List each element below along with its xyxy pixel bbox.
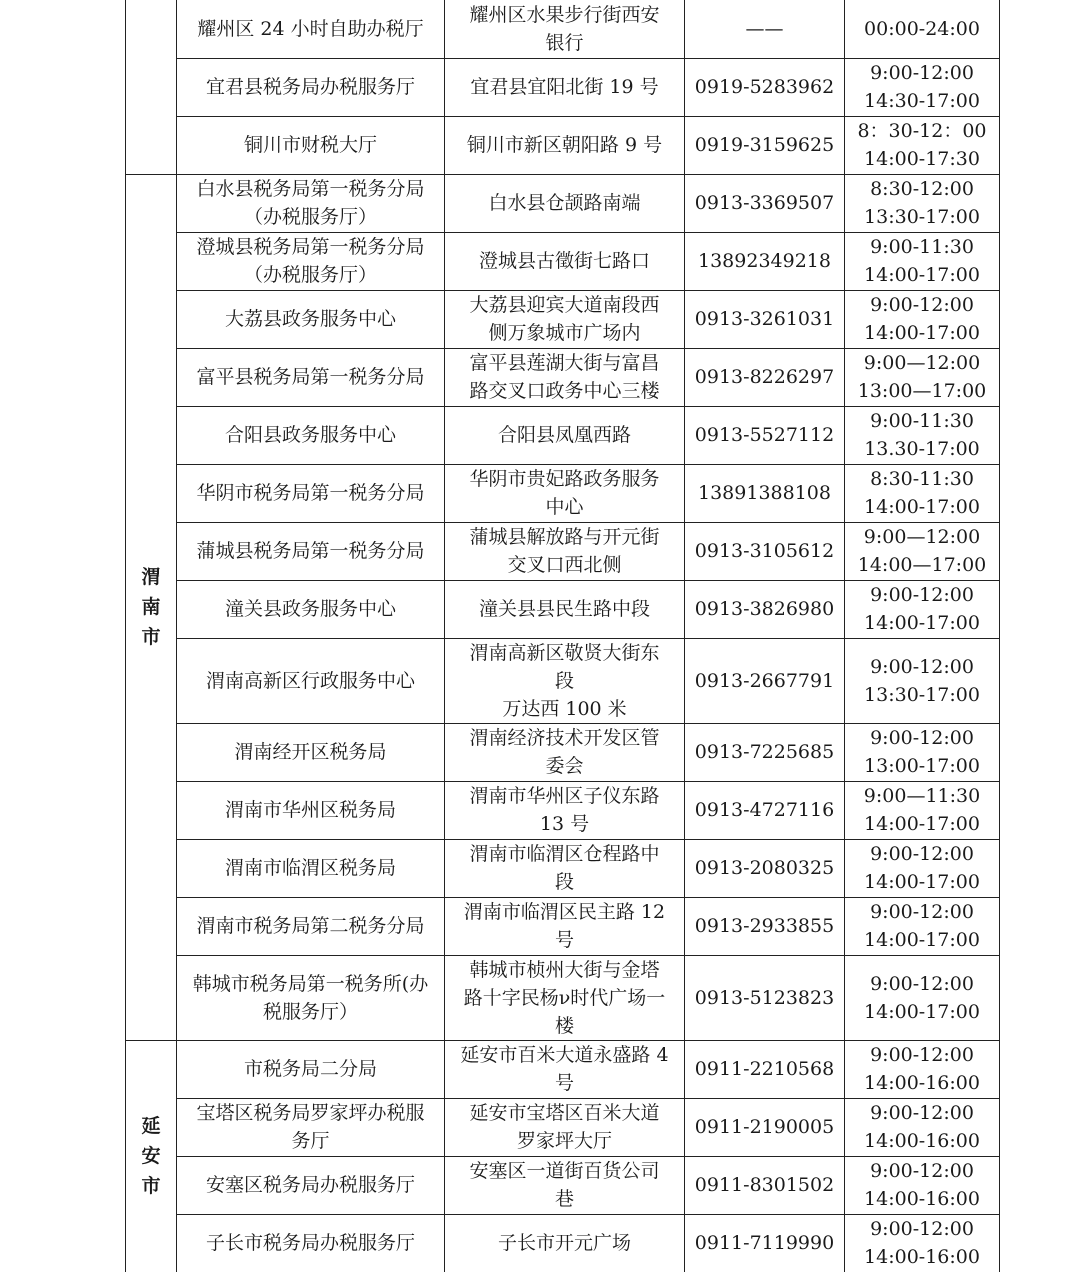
address-line: 巷 <box>554 1188 574 1210</box>
phone-cell <box>685 955 845 1040</box>
address-line: 路交叉口政务中心三楼 <box>469 380 660 402</box>
phone-cell <box>685 58 845 116</box>
hours-line: 9:00-12:00 <box>870 727 974 749</box>
hours-line: 9:00-12:00 <box>870 294 974 316</box>
address-cell <box>445 839 685 897</box>
hours-cell <box>845 232 1000 290</box>
hours-line: 14:00-17:00 <box>864 1000 980 1023</box>
hours-line: 9:00—12:00 <box>863 352 981 374</box>
hours-line: 00:00-24:00 <box>864 17 980 40</box>
hours-cell <box>845 58 1000 116</box>
office-name-cell <box>177 0 445 58</box>
phone-cell <box>685 522 845 580</box>
hours-cell <box>845 290 1000 348</box>
phone-cell <box>685 1156 845 1214</box>
office-name-line: 铜川市财税大厅 <box>243 134 377 156</box>
phone-number: 0911-7119990 <box>694 1232 835 1255</box>
office-name-cell <box>177 116 445 174</box>
address-line: 渭南高新区敬贤大街东 <box>469 641 660 664</box>
office-name-cell <box>177 638 445 723</box>
hours-line: 14:00-17:00 <box>864 612 980 634</box>
office-name-line: 渭南市税务局第二税务分局 <box>196 915 425 937</box>
hours-cell <box>845 1040 1000 1098</box>
hours-line: 14:00-17:00 <box>864 264 980 286</box>
table-row <box>126 0 1000 58</box>
phone-number: 0913-5527112 <box>694 424 835 446</box>
hours-line: 13:30-17:00 <box>864 683 980 706</box>
table-row <box>126 116 1000 174</box>
address-line: 段 <box>554 669 574 692</box>
address-line: 大荔县迎宾大道南段西 <box>469 294 660 316</box>
address-cell <box>445 116 685 174</box>
address-line: 宜君县宜阳北街 19 号 <box>470 76 659 98</box>
hours-line: 8:30-11:30 <box>870 468 974 490</box>
phone-cell <box>685 0 845 58</box>
hours-cell <box>845 1156 1000 1214</box>
office-name-line: 蒲城县税务局第一税务分局 <box>196 540 425 562</box>
phone-number: —— <box>745 17 784 40</box>
table-row <box>126 290 1000 348</box>
phone-number: 13892349218 <box>698 250 831 272</box>
phone-cell <box>685 897 845 955</box>
address-cell <box>445 522 685 580</box>
hours-cell <box>845 406 1000 464</box>
phone-number: 0913-3105612 <box>694 540 835 562</box>
table-row <box>126 1214 1000 1272</box>
hours-line: 14:00-17:00 <box>864 929 980 951</box>
address-line: 澄城县古徵街七路口 <box>478 250 650 272</box>
hours-line: 9:00-12:00 <box>870 843 974 865</box>
address-cell <box>445 58 685 116</box>
hours-line: 13.30-17:00 <box>864 438 980 460</box>
office-name-line: 富平县税务局第一税务分局 <box>196 366 425 388</box>
address-line: 渭南经济技术开发区管 <box>469 727 660 749</box>
phone-cell <box>685 1214 845 1272</box>
hours-line: 9:00-11:30 <box>870 410 974 432</box>
address-line: 委会 <box>545 755 584 777</box>
address-cell <box>445 638 685 723</box>
address-line: 蒲城县解放路与开元街 <box>469 526 660 548</box>
address-line: 韩城市桢州大街与金塔 <box>469 958 660 981</box>
table-row <box>126 580 1000 638</box>
hours-line: 9:00-12:00 <box>870 1102 974 1124</box>
office-name-line: 安塞区税务局办税服务厅 <box>205 1174 415 1196</box>
address-line: 富平县莲湖大街与富昌 <box>469 352 660 374</box>
address-line: 段 <box>554 871 574 893</box>
city-cell <box>126 1040 177 1272</box>
phone-number: 0919-5283962 <box>694 76 835 98</box>
address-cell <box>445 464 685 522</box>
phone-number: 0911-2190005 <box>694 1116 835 1138</box>
address-line: 13 号 <box>539 813 590 835</box>
city-name-char: 延 <box>141 1115 161 1138</box>
phone-cell <box>685 781 845 839</box>
address-cell <box>445 897 685 955</box>
table-row <box>126 174 1000 232</box>
phone-number: 0919-3159625 <box>694 134 835 156</box>
address-cell <box>445 174 685 232</box>
table-row <box>126 897 1000 955</box>
phone-number: 0913-7225685 <box>694 741 835 763</box>
address-cell <box>445 0 685 58</box>
address-line: 号 <box>554 1072 574 1094</box>
hours-cell <box>845 522 1000 580</box>
table-row <box>126 723 1000 781</box>
hours-line: 14:00-17:00 <box>864 871 980 893</box>
hours-line: 9:00-12:00 <box>870 1160 974 1182</box>
office-name-cell <box>177 897 445 955</box>
table-row <box>126 232 1000 290</box>
office-name-line: 合阳县政务服务中心 <box>224 424 396 446</box>
hours-line: 9:00-12:00 <box>870 972 974 995</box>
table-row <box>126 1156 1000 1214</box>
office-name-line: 税服务厅） <box>262 1000 358 1023</box>
address-cell <box>445 1098 685 1156</box>
hours-cell <box>845 116 1000 174</box>
address-cell <box>445 1040 685 1098</box>
office-name-line: 务厅 <box>291 1130 330 1152</box>
office-name-line: 大荔县政务服务中心 <box>224 308 396 330</box>
address-line: 楼 <box>554 1014 574 1037</box>
address-cell <box>445 723 685 781</box>
table-row <box>126 1098 1000 1156</box>
office-name-cell <box>177 1098 445 1156</box>
office-name-line: 白水县税务局第一税务分局 <box>196 178 425 200</box>
table-row <box>126 522 1000 580</box>
office-name-cell <box>177 174 445 232</box>
phone-cell <box>685 116 845 174</box>
hours-line: 9:00-12:00 <box>870 655 974 678</box>
table-row <box>126 839 1000 897</box>
office-name-cell <box>177 1156 445 1214</box>
phone-number: 0913-2667791 <box>694 669 835 692</box>
phone-number: 0913-4727116 <box>694 799 835 821</box>
phone-number: 0913-2933855 <box>694 915 835 937</box>
address-line: 银行 <box>545 31 584 54</box>
hours-line: 9:00—11:30 <box>863 785 981 807</box>
phone-number: 0913-3826980 <box>694 598 835 620</box>
address-line: 延安市百米大道永盛路 4 <box>460 1044 669 1066</box>
office-name-line: 澄城县税务局第一税务分局 <box>196 236 425 258</box>
office-name-line: 渭南市华州区税务局 <box>224 799 396 821</box>
hours-line: 9:00-12:00 <box>870 1218 974 1241</box>
office-name-cell <box>177 522 445 580</box>
office-name-cell <box>177 290 445 348</box>
hours-cell <box>845 464 1000 522</box>
office-name-line: 耀州区 24 小时自助办税厅 <box>197 17 424 40</box>
office-name-line: 市税务局二分局 <box>243 1058 377 1080</box>
hours-cell <box>845 839 1000 897</box>
address-line: 路十字民杨ν时代广场一 <box>463 986 666 1009</box>
hours-cell <box>845 580 1000 638</box>
tax-office-table <box>125 0 1000 1272</box>
hours-cell <box>845 174 1000 232</box>
phone-number: 0913-5123823 <box>694 986 835 1009</box>
hours-line: 14:00-16:00 <box>864 1188 980 1210</box>
hours-line: 9:00-12:00 <box>870 901 974 923</box>
address-line: 潼关县县民生路中段 <box>478 598 650 620</box>
hours-line: 13:00-17:00 <box>864 755 980 777</box>
office-name-cell <box>177 955 445 1040</box>
office-name-line: （办税服务厅） <box>243 264 377 286</box>
phone-number: 0913-8226297 <box>694 366 835 388</box>
hours-line: 14:00-16:00 <box>864 1072 980 1094</box>
address-line: 合阳县凤凰西路 <box>497 424 631 446</box>
hours-line: 8:30-12:00 <box>870 178 974 200</box>
hours-cell <box>845 638 1000 723</box>
table-row <box>126 58 1000 116</box>
hours-line: 14:00-17:00 <box>864 496 980 518</box>
address-line: 号 <box>554 929 574 951</box>
address-line: 罗家坪大厅 <box>516 1130 612 1152</box>
address-line: 安塞区一道街百货公司 <box>469 1160 660 1182</box>
office-name-line: 宝塔区税务局罗家坪办税服 <box>196 1102 425 1124</box>
city-name-char: 安 <box>141 1145 161 1168</box>
phone-cell <box>685 839 845 897</box>
office-name-cell <box>177 464 445 522</box>
phone-cell <box>685 723 845 781</box>
phone-cell <box>685 290 845 348</box>
city-cell <box>126 0 177 174</box>
hours-line: 9:00-11:30 <box>870 236 974 258</box>
hours-line: 8：30-12：00 <box>857 120 987 142</box>
office-name-cell <box>177 1040 445 1098</box>
hours-line: 14:00-17:30 <box>864 148 980 170</box>
phone-number: 0911-8301502 <box>694 1174 835 1196</box>
phone-number: 0913-2080325 <box>694 857 835 879</box>
office-name-cell <box>177 1214 445 1272</box>
hours-cell <box>845 1098 1000 1156</box>
office-name-line: 宜君县税务局办税服务厅 <box>205 76 415 98</box>
address-line: 渭南市临渭区民主路 12 <box>463 901 666 923</box>
phone-cell <box>685 348 845 406</box>
phone-number: 0913-3369507 <box>694 192 835 214</box>
table-row <box>126 464 1000 522</box>
address-line: 侧万象城市广场内 <box>488 322 641 344</box>
table-body <box>126 0 1000 1272</box>
office-name-line: 子长市税务局办税服务厅 <box>205 1232 415 1255</box>
table-row <box>126 638 1000 723</box>
address-line: 铜川市新区朝阳路 9 号 <box>466 134 663 156</box>
hours-cell <box>845 781 1000 839</box>
hours-cell <box>845 955 1000 1040</box>
hours-line: 9:00-12:00 <box>870 1044 974 1066</box>
table-row <box>126 1040 1000 1098</box>
hours-line: 9:00-12:00 <box>870 584 974 606</box>
hours-line: 9:00—12:00 <box>863 526 981 548</box>
office-name-cell <box>177 723 445 781</box>
office-name-line: 华阴市税务局第一税务分局 <box>196 482 425 504</box>
address-line: 渭南市临渭区仓程路中 <box>469 843 660 865</box>
hours-line: 14:00-17:00 <box>864 813 980 835</box>
phone-cell <box>685 464 845 522</box>
hours-line: 14:30-17:00 <box>864 90 980 112</box>
phone-cell <box>685 1098 845 1156</box>
address-cell <box>445 955 685 1040</box>
address-line: 延安市宝塔区百米大道 <box>469 1102 660 1124</box>
table-row <box>126 348 1000 406</box>
address-cell <box>445 781 685 839</box>
address-line: 交叉口西北侧 <box>507 554 622 576</box>
address-line: 子长市开元广场 <box>497 1232 631 1255</box>
office-name-cell <box>177 232 445 290</box>
office-name-line: （办税服务厅） <box>243 206 377 228</box>
office-name-line: 渭南高新区行政服务中心 <box>205 669 415 692</box>
address-cell <box>445 290 685 348</box>
hours-line: 13:30-17:00 <box>864 206 980 228</box>
hours-line: 13:00—17:00 <box>857 380 987 402</box>
address-cell <box>445 406 685 464</box>
phone-cell <box>685 580 845 638</box>
city-name-char: 市 <box>141 1175 161 1198</box>
city-cell <box>126 174 177 1040</box>
office-name-cell <box>177 348 445 406</box>
phone-cell <box>685 406 845 464</box>
hours-cell <box>845 723 1000 781</box>
address-line: 耀州区水果步行街西安 <box>469 3 660 26</box>
address-line: 万达西 100 米 <box>502 697 627 720</box>
office-name-line: 韩城市税务局第一税务所(办 <box>192 972 429 995</box>
address-cell <box>445 348 685 406</box>
hours-line: 14:00-16:00 <box>864 1130 980 1152</box>
hours-line: 14:00—17:00 <box>857 554 987 576</box>
hours-cell <box>845 897 1000 955</box>
office-name-cell <box>177 406 445 464</box>
city-name-char: 市 <box>141 626 161 648</box>
address-cell <box>445 1214 685 1272</box>
address-line: 中心 <box>545 496 584 518</box>
address-line: 渭南市华州区子仪东路 <box>469 785 660 807</box>
office-name-cell <box>177 580 445 638</box>
address-line: 白水县仓颉路南端 <box>488 192 641 214</box>
office-name-line: 潼关县政务服务中心 <box>224 598 396 620</box>
table-row <box>126 406 1000 464</box>
city-name-char: 南 <box>141 596 161 618</box>
office-name-line: 渭南经开区税务局 <box>234 741 387 763</box>
phone-cell <box>685 232 845 290</box>
hours-line: 9:00-12:00 <box>870 62 974 84</box>
address-cell <box>445 232 685 290</box>
hours-line: 14:00-17:00 <box>864 322 980 344</box>
table-row <box>126 781 1000 839</box>
hours-cell <box>845 0 1000 58</box>
table-row <box>126 955 1000 1040</box>
phone-cell <box>685 1040 845 1098</box>
address-cell <box>445 580 685 638</box>
office-name-line: 渭南市临渭区税务局 <box>224 857 396 879</box>
phone-number: 0913-3261031 <box>694 308 835 330</box>
hours-cell <box>845 1214 1000 1272</box>
office-name-cell <box>177 781 445 839</box>
phone-cell <box>685 174 845 232</box>
phone-number: 13891388108 <box>698 482 831 504</box>
phone-number: 0911-2210568 <box>694 1058 835 1080</box>
address-cell <box>445 1156 685 1214</box>
address-line: 华阴市贵妃路政务服务 <box>469 468 660 490</box>
hours-cell <box>845 348 1000 406</box>
hours-line: 14:00-16:00 <box>864 1246 980 1269</box>
city-name-char: 渭 <box>141 566 161 588</box>
office-name-cell <box>177 839 445 897</box>
phone-cell <box>685 638 845 723</box>
office-name-cell <box>177 58 445 116</box>
